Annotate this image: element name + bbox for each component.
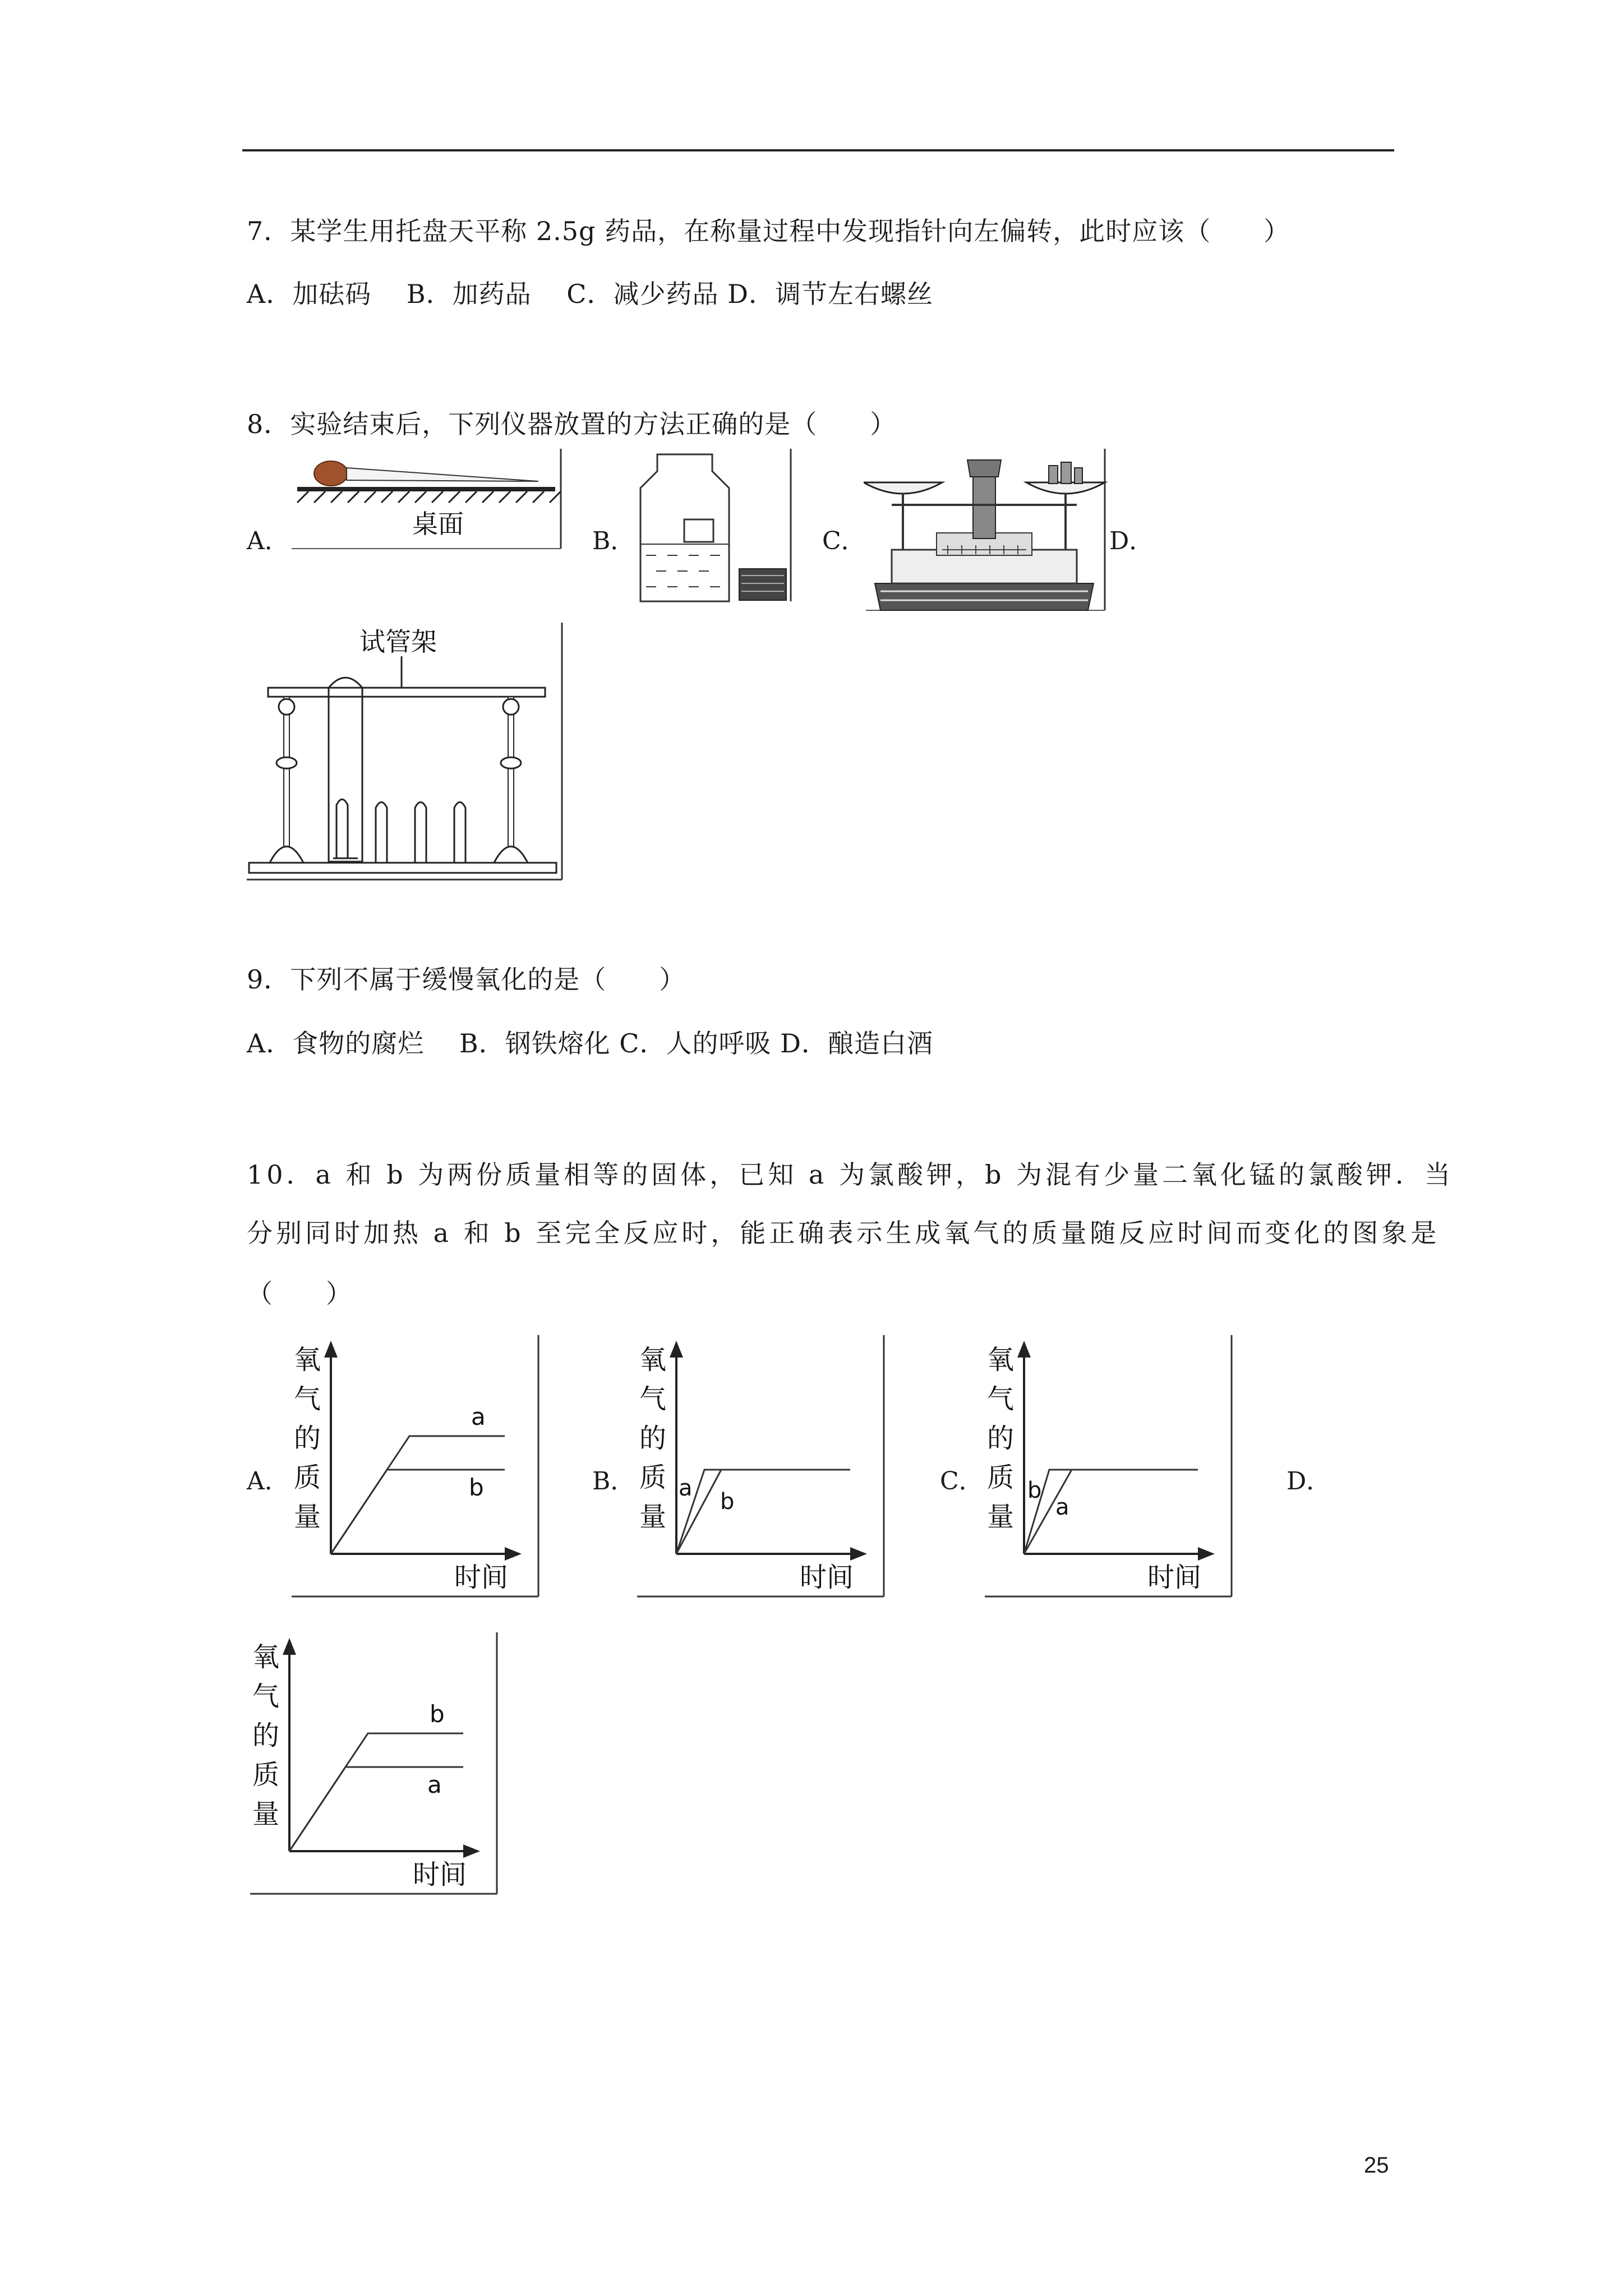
q10-b-right-curve-label: b: [720, 1489, 735, 1515]
header-rule: [242, 149, 1394, 151]
svg-text:氧: 氧: [252, 1641, 280, 1673]
svg-text:的: 的: [639, 1423, 667, 1454]
q10-graph-a: [286, 1329, 544, 1599]
q10-b-left-curve-label: a: [679, 1475, 693, 1501]
svg-text:氧: 氧: [294, 1344, 321, 1375]
svg-text:质: 质: [252, 1759, 280, 1791]
q8-stem: 8．实验结束后，下列仪器放置的方法正确的是（ ）: [247, 409, 897, 439]
q10-graph-d: [245, 1627, 502, 1896]
svg-text:时间: 时间: [454, 1562, 509, 1593]
q8-figure-b-reagent-bottle: [634, 449, 802, 606]
q10-label-c: C．: [940, 1467, 984, 1496]
q10-stem-line2: 分别同时加热 a 和 b 至完全反应时，能正确表示生成氧气的质量随反应时间而变化的图象是: [247, 1218, 1440, 1248]
q10-graph-c: [979, 1329, 1237, 1599]
q10-label-a: A．: [247, 1467, 289, 1496]
svg-text:质: 质: [639, 1462, 667, 1493]
q8-fig-d-label: 试管架: [359, 627, 437, 657]
q8-label-b: B．: [592, 527, 635, 555]
svg-text:氧: 氧: [639, 1344, 667, 1375]
q10-stem-line3: （ ）: [247, 1278, 352, 1309]
q10-graph-b: [631, 1329, 889, 1599]
svg-text:时间: 时间: [800, 1562, 854, 1593]
q8-fig-a-label: 桌面: [412, 509, 464, 539]
svg-text:质: 质: [294, 1462, 321, 1493]
q9-options: A．食物的腐烂 B．钢铁熔化 C．人的呼吸 D．酿造白酒: [247, 1028, 933, 1059]
q9-stem: 9．下列不属于缓慢氧化的是（ ）: [247, 964, 686, 995]
q8-label-a: A．: [247, 527, 289, 555]
q10-d-upper-curve-label: b: [430, 1700, 445, 1728]
q8-figure-c-balance: [864, 449, 1110, 611]
svg-text:气: 气: [987, 1383, 1015, 1415]
q10-stem-line1: 10．a 和 b 为两份质量相等的固体，已知 a 为氯酸钾，b 为混有少量二氧化锰的氯酸钾．当: [247, 1159, 1454, 1190]
svg-text:氧: 氧: [987, 1344, 1015, 1375]
q10-a-upper-curve-label: a: [471, 1403, 486, 1430]
svg-text:时间: 时间: [1147, 1562, 1202, 1593]
q7-options: A．加砝码 B．加药品 C．减少药品 D．调节左右螺丝: [247, 279, 933, 309]
svg-text:的: 的: [252, 1720, 280, 1751]
q10-c-left-curve-label: b: [1027, 1478, 1042, 1503]
svg-text:量: 量: [987, 1501, 1015, 1533]
q8-figure-a-dropper-on-table: [286, 449, 566, 550]
q10-d-lower-curve-label: a: [427, 1771, 442, 1798]
q8-label-c: C．: [822, 527, 866, 555]
q10-label-b: B．: [592, 1467, 635, 1496]
q8-figure-d-test-tube-rack: [245, 623, 570, 886]
q10-label-d: D．: [1287, 1467, 1331, 1496]
svg-text:量: 量: [639, 1501, 667, 1533]
svg-text:量: 量: [294, 1501, 321, 1533]
svg-text:时间: 时间: [413, 1859, 467, 1890]
page-number: 25: [1364, 2153, 1389, 2178]
svg-text:量: 量: [252, 1798, 280, 1830]
q7-stem: 7．某学生用托盘天平称 2.5g 药品，在称量过程中发现指针向左偏转，此时应该（ ）: [247, 216, 1290, 246]
svg-text:气: 气: [639, 1383, 667, 1415]
svg-text:气: 气: [294, 1383, 321, 1415]
svg-text:气: 气: [252, 1681, 280, 1712]
svg-text:的: 的: [294, 1423, 321, 1454]
q10-c-right-curve-label: a: [1055, 1494, 1069, 1520]
svg-text:质: 质: [987, 1462, 1015, 1493]
q8-label-d: D．: [1109, 527, 1154, 555]
q10-a-lower-curve-label: b: [469, 1474, 484, 1501]
svg-text:的: 的: [987, 1423, 1015, 1454]
